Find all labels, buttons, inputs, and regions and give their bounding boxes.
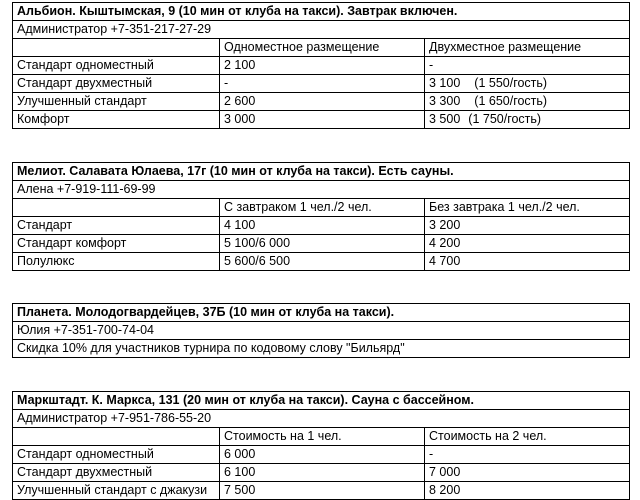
price-without-breakfast: 4 200 — [425, 235, 630, 253]
room-type: Стандарт двухместный — [13, 75, 220, 93]
room-type: Полулюкс — [13, 253, 220, 271]
price-value: - — [429, 58, 434, 72]
column-header: С завтраком 1 чел./2 чел. — [220, 199, 425, 217]
table-row — [13, 57, 630, 75]
hotel-contact: Алена +7-919-111-69-99 — [13, 181, 630, 199]
room-type: Улучшенный стандарт с джакузи — [13, 482, 220, 500]
price-with-breakfast: 4 100 — [220, 217, 425, 235]
table-row — [13, 446, 630, 464]
hotel-title: Альбион. Кыштымская, 9 (10 мин от клуба на такси). Завтрак включен. — [13, 3, 630, 21]
hotel-contact: Юлия +7-351-700-74-04 — [13, 322, 630, 340]
price-one-person: 6 000 — [220, 446, 425, 464]
hotel-meliot-table — [12, 162, 630, 271]
price-with-breakfast: 5 100/6 000 — [220, 235, 425, 253]
hotel-contact: Администратор +7-951-786-55-20 — [13, 410, 630, 428]
hotel-title: Планета. Молодогвардейцев, 37Б (10 мин от клуба на такси). — [13, 304, 630, 322]
table-row — [13, 75, 630, 93]
price-single: 2 100 — [220, 57, 425, 75]
room-type: Стандарт двухместный — [13, 464, 220, 482]
column-header-empty — [13, 39, 220, 57]
price-single: 3 000 — [220, 111, 425, 129]
column-header: Двухместное размещение — [425, 39, 630, 57]
price-one-person: 7 500 — [220, 482, 425, 500]
hotel-title: Маркштадт. К. Маркса, 131 (20 мин от клуба на такси). Сауна с бассейном. — [13, 392, 630, 410]
column-header-empty — [13, 199, 220, 217]
hotel-markshtadt-table — [12, 391, 630, 500]
price-double — [425, 93, 630, 111]
price-one-person: 6 100 — [220, 464, 425, 482]
price-with-breakfast: 5 600/6 500 — [220, 253, 425, 271]
discount-note: Скидка 10% для участников турнира по кодовому слову "Бильярд" — [13, 340, 630, 358]
price-double — [425, 57, 630, 75]
column-header: Одноместное размещение — [220, 39, 425, 57]
price-per-guest: (1 750/гость) — [468, 112, 542, 126]
price-value: 3 300 — [429, 94, 461, 108]
price-without-breakfast: 4 700 — [425, 253, 630, 271]
column-header: Стоимость на 2 чел. — [425, 428, 630, 446]
price-without-breakfast: 3 200 — [425, 217, 630, 235]
room-type: Улучшенный стандарт — [13, 93, 220, 111]
table-row — [13, 217, 630, 235]
price-two-persons: 8 200 — [425, 482, 630, 500]
column-header-empty — [13, 428, 220, 446]
table-row — [13, 235, 630, 253]
price-value: 3 100 — [429, 76, 461, 90]
price-single: - — [220, 75, 425, 93]
price-per-guest: (1 650/гость) — [474, 94, 548, 108]
room-type: Стандарт комфорт — [13, 235, 220, 253]
hotel-planeta-table — [12, 303, 630, 358]
price-value: 3 500 — [429, 112, 461, 126]
room-type: Стандарт — [13, 217, 220, 235]
price-per-guest: (1 550/гость) — [474, 76, 548, 90]
column-header: Стоимость на 1 чел. — [220, 428, 425, 446]
hotel-albion-table — [12, 2, 630, 129]
table-row — [13, 253, 630, 271]
table-row — [13, 464, 630, 482]
hotel-title: Мелиот. Салавата Юлаева, 17г (10 мин от клуба на такси). Есть сауны. — [13, 163, 630, 181]
room-type: Стандарт одноместный — [13, 446, 220, 464]
room-type: Стандарт одноместный — [13, 57, 220, 75]
price-two-persons: - — [425, 446, 630, 464]
table-row — [13, 111, 630, 129]
price-double — [425, 75, 630, 93]
price-two-persons: 7 000 — [425, 464, 630, 482]
table-row — [13, 482, 630, 500]
price-single: 2 600 — [220, 93, 425, 111]
price-double — [425, 111, 630, 129]
room-type: Комфорт — [13, 111, 220, 129]
column-header: Без завтрака 1 чел./2 чел. — [425, 199, 630, 217]
table-row — [13, 93, 630, 111]
hotel-contact: Администратор +7-351-217-27-29 — [13, 21, 630, 39]
